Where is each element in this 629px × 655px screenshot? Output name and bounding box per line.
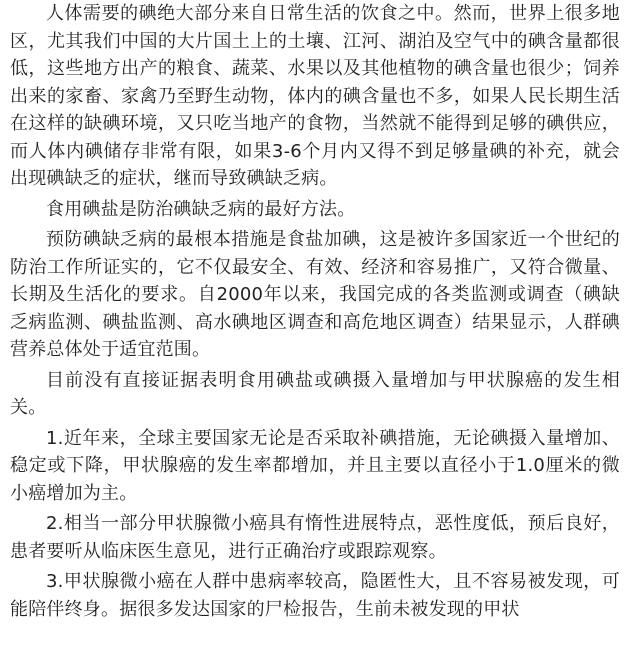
paragraph-prevention: 预防碘缺乏病的最根本措施是食盐加碘，这是被许多国家近一个世纪的防治工作所证实的，它不仅最安全、有效、经济和容易推广，又符合微量、长期及生活化的要求。自2000年以来，我国完成的各类监测或调查（碘缺乏病监测、碘盐监测、高水碘地区调查和高危地区调查）结果显示，人群碘营养总体处于适宜范围。 bbox=[10, 229, 620, 360]
paragraph-point-2: 2.相当一部分甲状腺微小癌具有惰性进展特点，恶性度低，预后良好，患者要听从临床医生意见，进行正确治疗或跟踪观察。 bbox=[10, 513, 620, 562]
paragraph-no-evidence: 目前没有直接证据表明食用碘盐或碘摄入量增加与甲状腺癌的发生相关。 bbox=[10, 369, 620, 418]
paragraph-iodized-salt: 食用碘盐是防治碘缺乏病的最好方法。 bbox=[46, 198, 356, 220]
paragraph-iodine-sources: 人体需要的碘绝大部分来自日常生活的饮食之中。然而，世界上很多地区，尤其我们中国的大片国土上的土壤、江河、湖泊及空气中的碘含量都很低，这些地方出产的粮食、蔬菜、水果以及其他植物的碘含量也很少；饲养出来的家畜、家禽乃至野生动物，体内的碘含量也不多，如果人民长期生活在这样的缺碘环境，又只吃当地产的食物，当然就不能得到足够的碘供应，而人体内碘储存非常有限，如果3-6个月内又得不到足够量碘的补充，就会出现碘缺乏的症状，继而导致碘缺乏病。 bbox=[10, 3, 620, 189]
paragraph-point-1: 1.近年来，全球主要国家无论是否采取补碘措施，无论碘摄入量增加、稳定或下降，甲状腺癌的发生率都增加，并且主要以直径小于1.0厘米的微小癌增加为主。 bbox=[10, 427, 620, 504]
article-body bbox=[10, 0, 620, 626]
paragraph-point-3: 3.甲状腺微小癌在人群中患病率较高，隐匿性大，且不容易被发现，可能陪伴终身。据很多发达国家的尸检报告，生前未被发现的甲状 bbox=[10, 571, 620, 620]
